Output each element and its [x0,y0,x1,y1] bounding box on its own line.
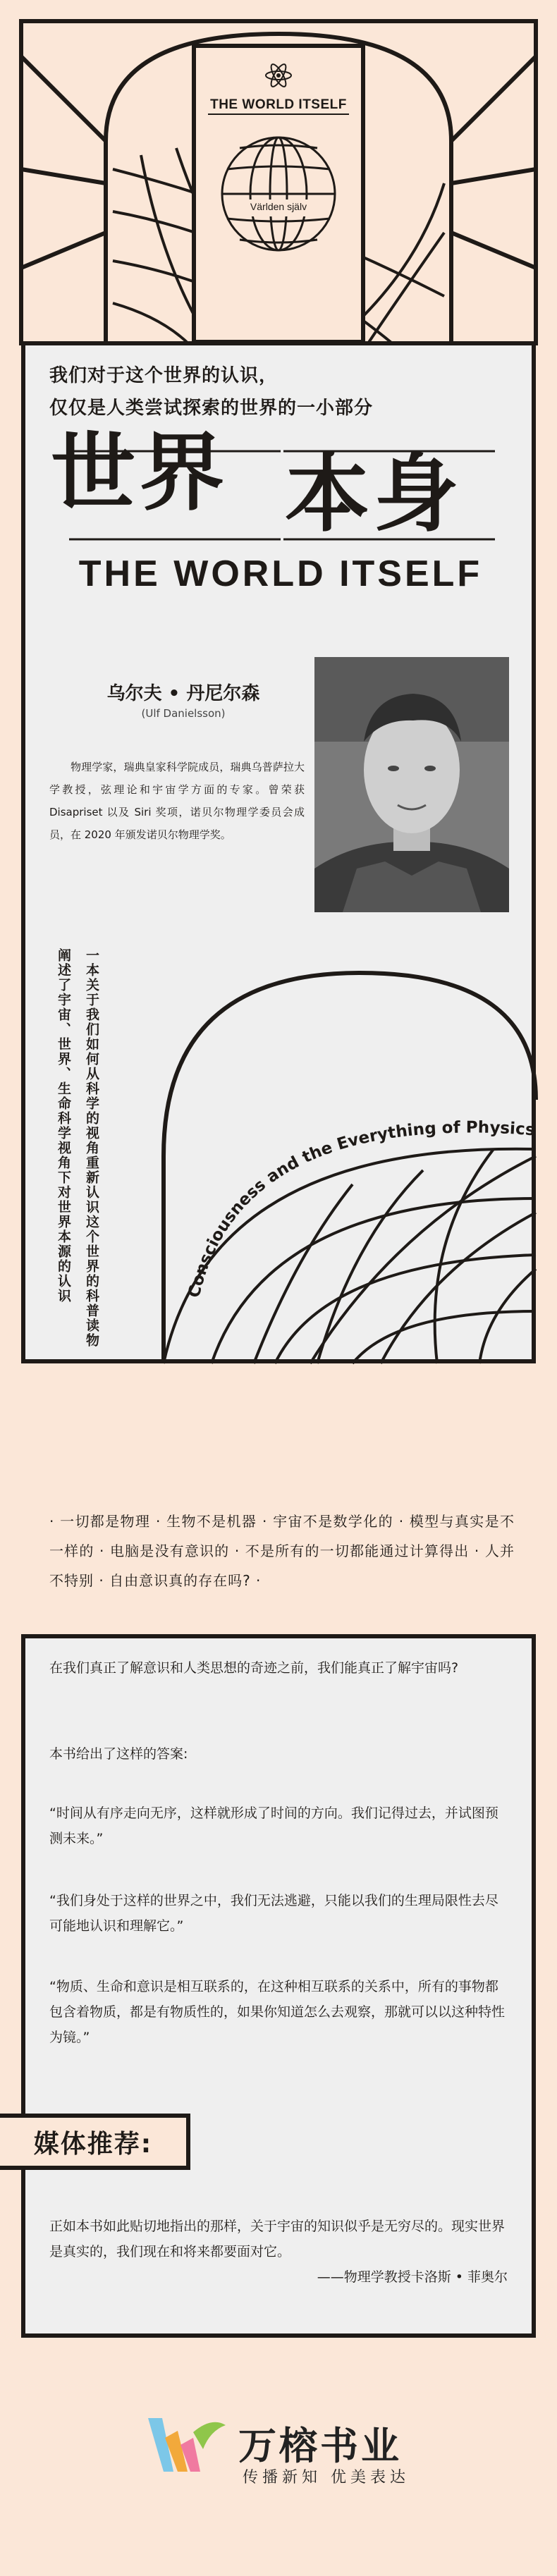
arc-text: Consciousness and the Everything of Physics [185,1118,536,1300]
title-part-1: 世界 [51,424,228,522]
excerpt-paragraph-1: 在我们真正了解意识和人类思想的奇迹之前，我们能真正了解宇宙吗? [49,1660,459,1676]
author-bio: 物理学家，瑞典皇家科学院成员，瑞典乌普萨拉大学教授，弦理论和宇宙学方面的专家。曾荣获 Disapriset 以及 Siri 奖项，诺贝尔物理学委员会成员，在 2020 年颁发诺贝尔物理学奖。 [49,761,305,841]
author-name: 乌尔夫 • 丹尼尔森 [106,683,260,704]
brand-name: 万榕书业 [238,2423,402,2468]
intro-column-1: 一本关于我们如何从科学的视角重新认识这个世界的科普读物 [84,948,99,1348]
title-part-2: 本身 [285,446,463,544]
media-recommendation-label: 媒体推荐: [0,2114,190,2170]
cover-book-title: THE WORLD ITSELF [210,97,347,112]
intro-column-2: 阐述了宇宙、世界、生命科学视角下对世界本源的认识 [56,948,71,1304]
media-quote: 正如本书如此贴切地指出的那样，关于宇宙的知识似乎是无穷尽的。现实世界是真实的，我们现在和将来都要面对它。 [49,2219,506,2259]
tagline-line-2: 仅仅是人类尝试探索的世界的一小部分 [49,398,374,419]
brand-logo-icon [141,2410,233,2480]
brand-slogan: 传播新知 优美表达 [243,2469,410,2486]
media-attribution: ——物理学教授卡洛斯 • 菲奥尔 [317,2269,508,2285]
cover-book-subtitle: Världen själv [250,201,307,212]
tagline-line-1: 我们对于这个世界的认识， [49,365,278,386]
author-name-english: (Ulf Danielsson) [141,707,226,720]
keywords-text: · 一切都是物理 · 生物不是机器 · 宇宙不是数学化的 · 模型与真实是不一样的 · 电脑是没有意识的 · 不是所有的一切都能通过计算得出 · 人并不特别 · 自由意识真的存在吗? · [49,1513,515,1589]
excerpt-quote-1: “时间从有序走向无序，这样就形成了时间的方向。我们记得过去，并试图预测未来。” [49,1805,498,1846]
excerpt-paragraph-2: 本书给出了这样的答案: [49,1746,188,1762]
excerpt-quote-2: “我们身处于这样的世界之中，我们无法逃避，只能以我们的生理局限性去尽可能地认识和理解它。” [49,1893,498,1934]
excerpt-quote-3: “物质、生命和意识是相互联系的，在这种相互联系的关系中，所有的事物都包含着物质，都是有物质性的，如果你知道怎么去观察，那就可以以这种特性为镜。” [49,1979,506,2045]
title-english: THE WORLD ITSELF [78,553,483,594]
